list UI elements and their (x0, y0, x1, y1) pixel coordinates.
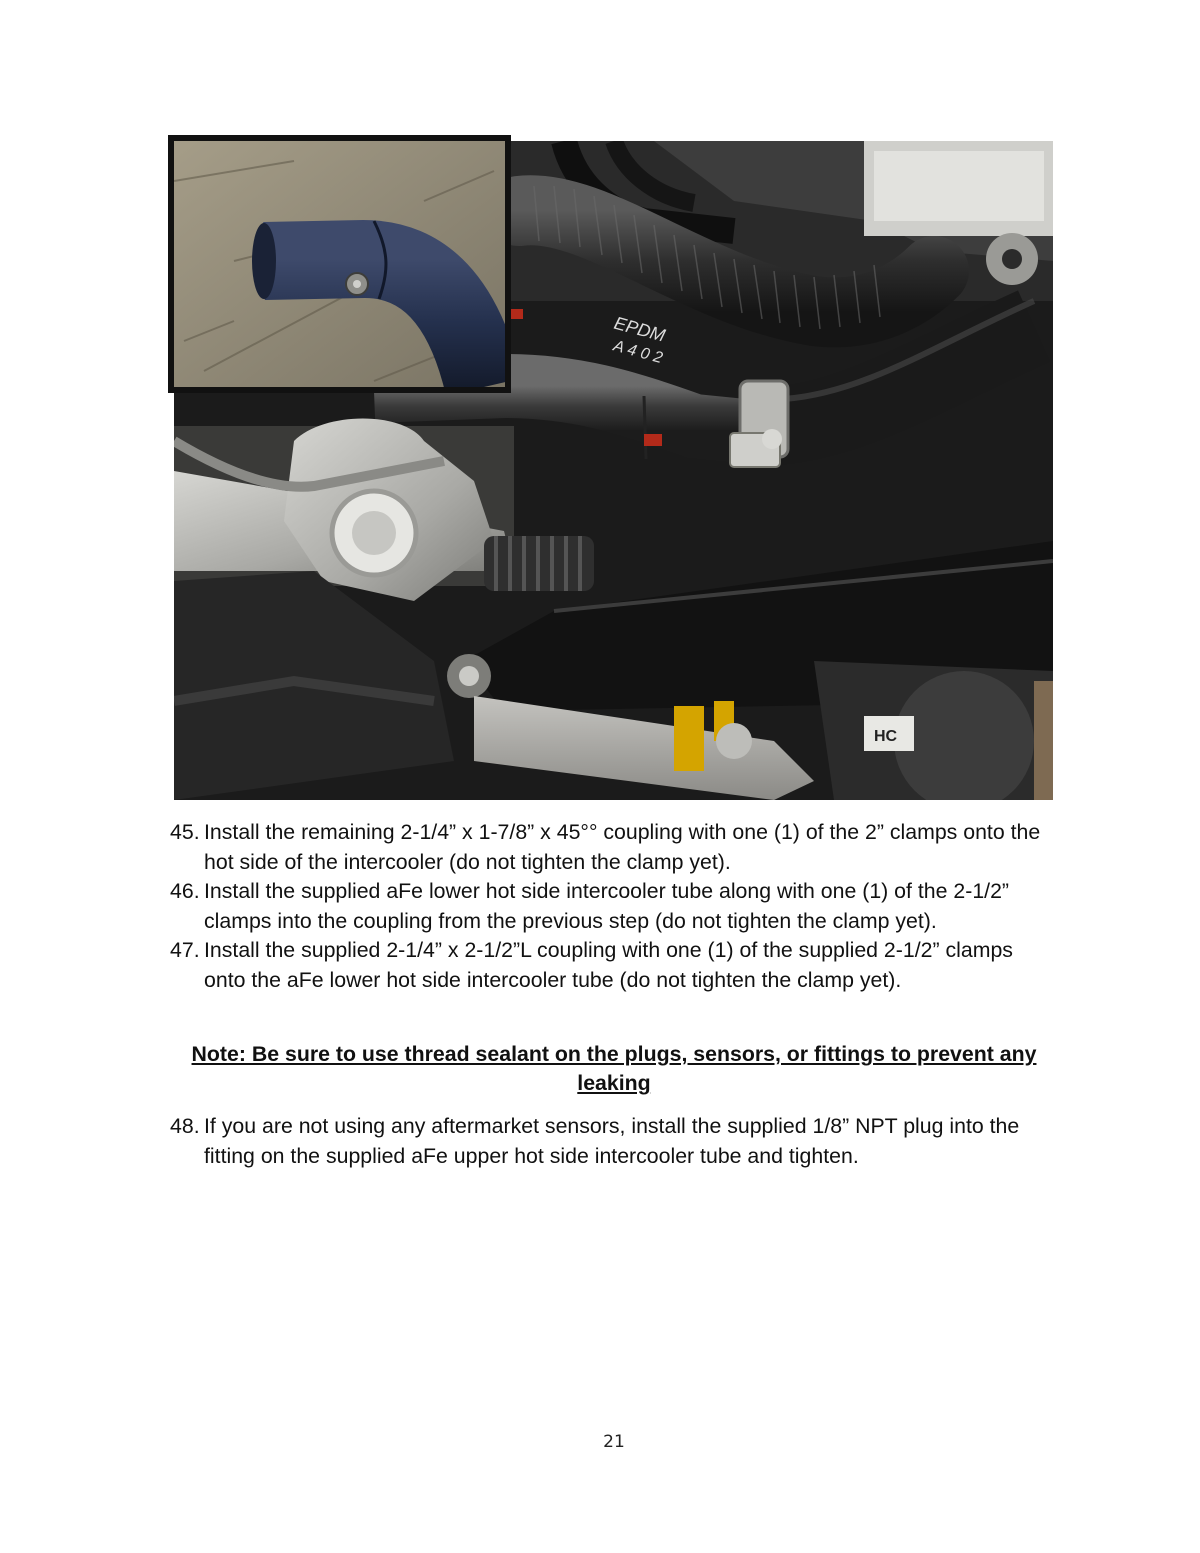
hose-marking: EPDM (612, 312, 668, 346)
step-number: 47. (170, 938, 200, 962)
step-text: Install the supplied 2-1/4” x 2-1/2”L coupling with one (1) of the supplied 2-1/2” clamps onto the aFe lower hot side intercooler tube (do not tighten the clamp yet). (204, 938, 1013, 992)
part-badge: HC (874, 728, 898, 745)
instruction-steps-after-note (170, 1112, 1070, 1171)
step-number: 45. (170, 820, 200, 844)
inset-photo (168, 135, 511, 393)
step-47 (170, 936, 1070, 995)
step-text: If you are not using any aftermarket sensors, install the supplied 1/8” NPT plug into the fitting on the supplied aFe upper hot side intercooler tube and tighten. (204, 1114, 1020, 1168)
instruction-steps (170, 818, 1070, 995)
step-45 (170, 818, 1070, 877)
hose-code: A 4 0 2 (611, 337, 665, 368)
sealant-note: Note: Be sure to use thread sealant on the plugs, sensors, or fittings to prevent any leaking (191, 1042, 1037, 1095)
step-number: 48. (170, 1114, 200, 1138)
page-number: 21 (603, 1432, 625, 1452)
step-number: 46. (170, 879, 200, 903)
step-46 (170, 877, 1070, 936)
step-text: Install the remaining 2-1/4” x 1-7/8” x 45°° coupling with one (1) of the 2” clamps onto the hot side of the intercooler (do not tighten the clamp yet). (204, 820, 1041, 874)
step-text: Install the supplied aFe lower hot side intercooler tube along with one (1) of the 2-1/2” clamps into the coupling from the previous step (do not tighten the clamp yet). (204, 879, 1010, 933)
step-48 (170, 1112, 1070, 1171)
